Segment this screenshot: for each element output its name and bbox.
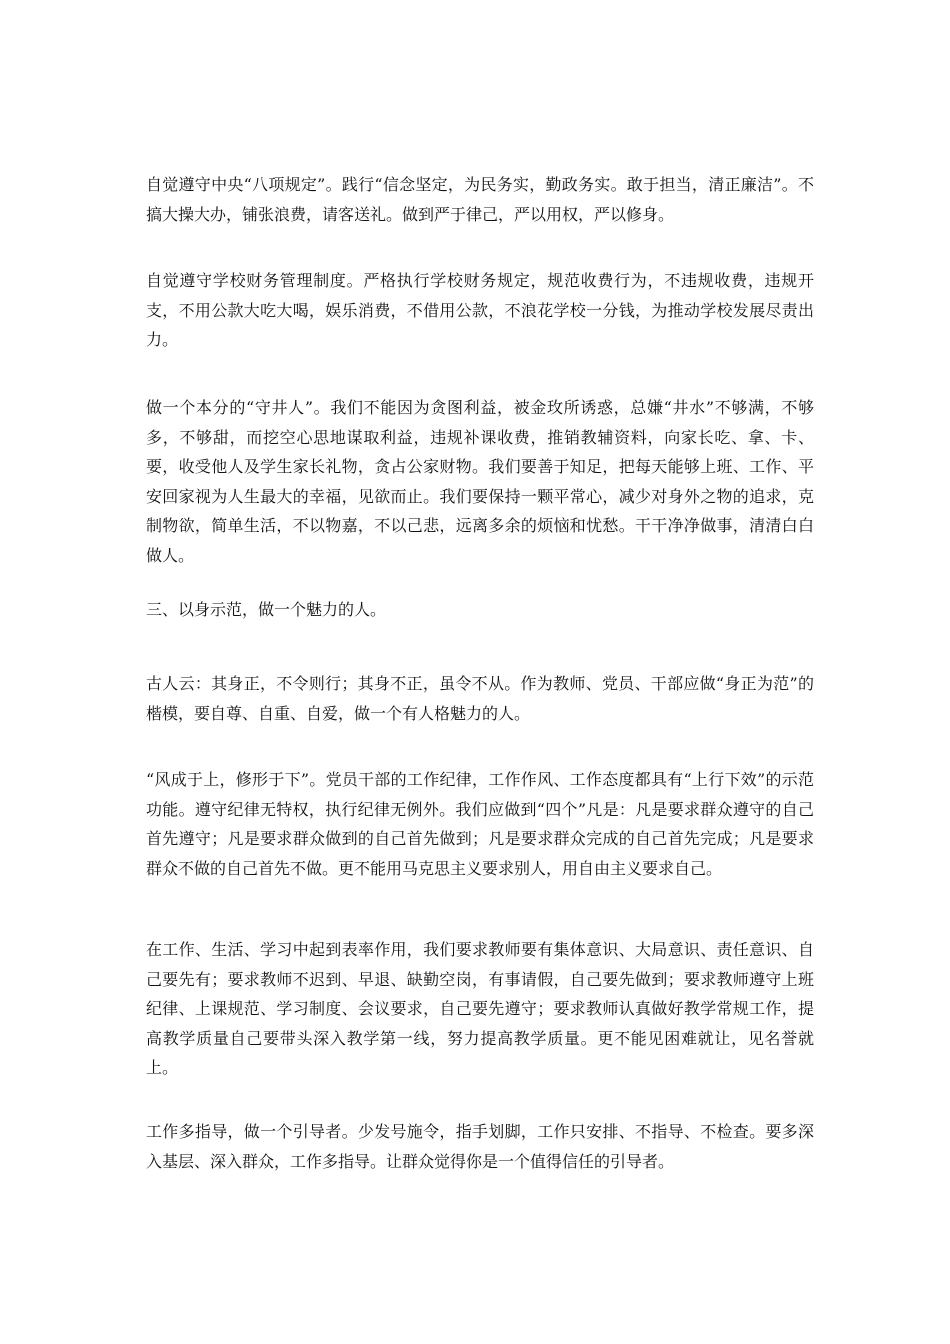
paragraph-guidance: 工作多指导，做一个引导者。少发号施令，指手划脚，工作只安排、不指导、不检查。要多深入基层、深入群众，工作多指导。让群众觉得你是一个值得信任的引导者。 <box>146 1122 814 1171</box>
paragraph-well-keeper: 做一个本分的“守井人”。我们不能因为贪图利益，被金玫所诱惑，总嫌“井水”不够满，不够多，不够甜，而挖空心思地谋取利益，违规补课收费，推销教辅资料，向家长吃、拿、卡、要，收受他人及学生家长礼物，贪占公家财物。我们要善于知足，把每天能够上班、工作、平安回家视为人生最大的幸福，见欲而止。我们要保持一颗平常心，减少对身外之物的追求，克制物欲，简单生活，不以物嘉，不以己悲，远离多余的烦恼和忧愁。干干净净做事，清清白白做人。 <box>146 398 814 565</box>
paragraph-eight-rules: 自觉遵守中央“八项规定”。践行“信念坚定，为民务实，勤政务实。敢于担当，清正廉洁”。不搞大操大办，铺张浪费，请客送礼。做到严于律己，严以用权，严以修身。 <box>146 175 814 224</box>
paragraph-role-model: 在工作、生活、学习中起到表率作用，我们要求教师要有集体意识、大局意识、责任意识、自己要先有；要求教师不迟到、早退、缺勤空岗，有事请假，自己要先做到；要求教师遵守上班纪律、上课规范、学习制度、会议要求，自己要先遵守；要求教师认真做好教学常规工作，提高教学质量自己要带头深入教学第一线，努力提高教学质量。更不能见困难就让，见名誉就上。 <box>146 940 814 1077</box>
section-heading: 三、以身示范，做一个魅力的人。 <box>146 600 387 619</box>
paragraph-finance-rules: 自觉遵守学校财务管理制度。严格执行学校财务规定，规范收费行为，不违规收费，违规开支，不用公款大吃大喝，娱乐消费，不借用公款，不浪花学校一分钱，为推动学校发展尽责出力。 <box>146 271 814 349</box>
paragraph-ancient-saying: 古人云：其身正，不令则行；其身不正，虽令不从。作为教师、党员、干部应做“身正为范”的楷模，要自尊、自重、自爱，做一个有人格魅力的人。 <box>146 674 814 723</box>
paragraph-wind-from-above: “风成于上，修形于下”。党员干部的工作纪律，工作作风、工作态度都具有“上行下效”的示范功能。遵守纪律无特权，执行纪律无例外。我们应做到“四个”凡是：凡是要求群众遵守的自己首先遵守；凡是要求群众做到的自己首先做到；凡是要求群众完成的自己首先完成；凡是要求群众不做的自己首先不做。更不能用马克思主义要求别人，用自由主义要求自己。 <box>146 770 814 878</box>
